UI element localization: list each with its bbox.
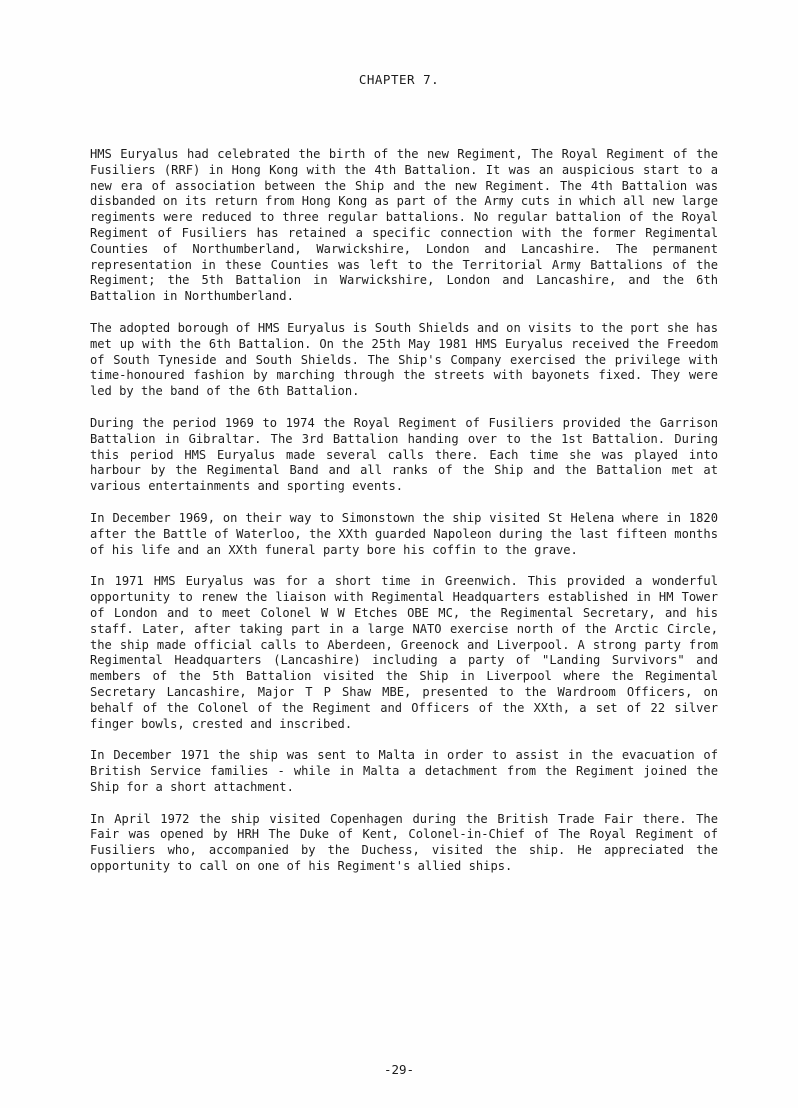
chapter-title: CHAPTER 7.	[358, 72, 440, 87]
body-text	[90, 147, 718, 891]
paragraph-south-shields: The adopted borough of HMS Euryalus is South Shields and on visits to the port she has met up with the 6th Battalion. On the 25th May 1981 HMS Euryalus received the Freedom of South Tyneside and South Shields. The Ship's Company exercised the privilege with time-honoured fashion by marching through the streets with bayonets fixed. They were led by the band of the 6th Battalion.	[90, 320, 718, 399]
page-number: -29-	[383, 1062, 415, 1077]
paragraph-gibraltar: During the period 1969 to 1974 the Royal Regiment of Fusiliers provided the Garrison Battalion in Gibraltar. The 3rd Battalion handing over to the 1st Battalion. During this period HMS Euryalus made several calls there. Each time she was played into harbour by the Regimental Band and all ranks of the Ship and the Battalion met at various entertainments and sporting events.	[90, 415, 718, 494]
paragraph-copenhagen: In April 1972 the ship visited Copenhagen during the British Trade Fair there. The Fair was opened by HRH The Duke of Kent, Colonel-in-Chief of The Royal Regiment of Fusiliers who, accompanied by the Duchess, visited the ship. He appreciated the opportunity to call on one of his Regiment's allied ships.	[90, 811, 718, 874]
paragraph-malta: In December 1971 the ship was sent to Malta in order to assist in the evacuation of British Service families - while in Malta a detachment from the Regiment joined the Ship for a short attachment.	[90, 748, 718, 794]
paragraph-greenwich: In 1971 HMS Euryalus was for a short time in Greenwich. This provided a wonderful opportunity to renew the liaison with Regimental Headquarters established in HM Tower of London and to meet Colonel W W Etches OBE MC, the Regimental Secretary, and his staff. Later, after taking part in a large NATO exercise north of the Arctic Circle, the ship made official calls to Aberdeen, Greenock and Liverpool. A strong party from Regimental Headquarters (Lancashire) including a party of "Landing Survivors" and members of the 5th Battalion visited the Ship in Liverpool where the Regimental Secretary Lancashire, Major T P Shaw MBE, presented to the Wardroom Officers, on behalf of the Colonel of the Regiment and Officers of the XXth, a set of 22 silver finger bowls, crested and inscribed.	[90, 574, 718, 731]
paragraph-regiment-birth: HMS Euryalus had celebrated the birth of the new Regiment, The Royal Regiment of the Fusiliers (RRF) in Hong Kong with the 4th Battalion. It was an auspicious start to a new era of association between the Ship and the new Regiment. The 4th Battalion was disbanded on its return from Hong Kong as part of the Army cuts in which all new large regiments were reduced to three regular battalions. No regular battalion of the Royal Regiment of Fusiliers has retained a specific connection with the former Regimental Counties of Northumberland, Warwickshire, London and Lancashire. The permanent representation in these Counties was left to the Territorial Army Battalions of the Regiment; the 5th Battalion in Warwickshire, London and Lancashire, and the 6th Battalion in Northumberland.	[90, 147, 718, 304]
paragraph-st-helena: In December 1969, on their way to Simonstown the ship visited St Helena where in 1820 after the Battle of Waterloo, the XXth guarded Napoleon during the last fifteen months of his life and an XXth funeral party bore his coffin to the grave.	[90, 510, 718, 557]
